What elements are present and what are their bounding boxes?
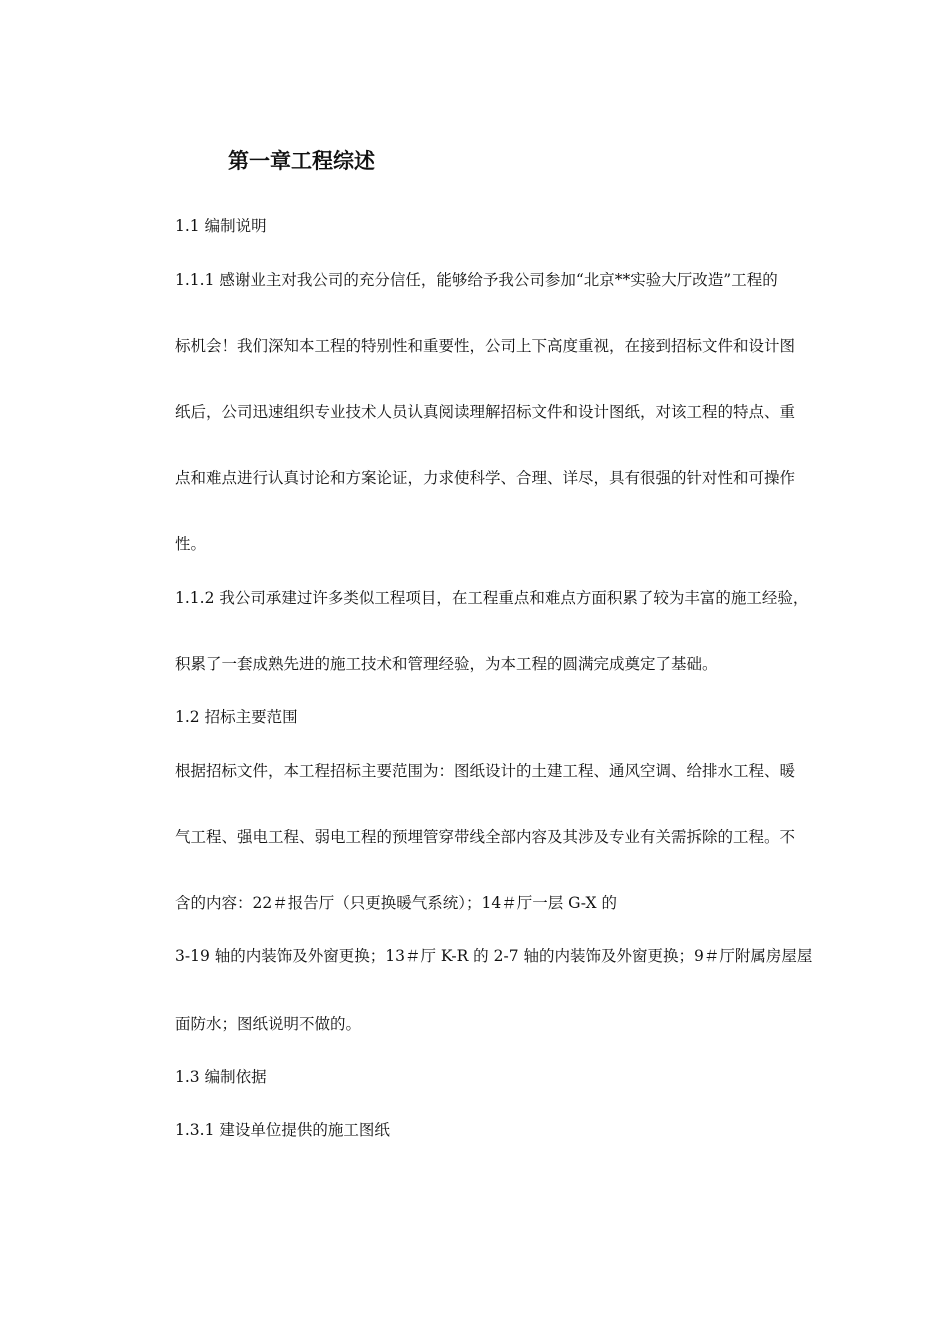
section-heading-1-2: 1.2 招标主要范围	[175, 708, 298, 726]
paragraph-line: 根据招标文件，本工程招标主要范围为：图纸设计的土建工程、通风空调、给排水工程、暖	[175, 762, 796, 780]
paragraph-line: 含的内容：22＃报告厅（只更换暖气系统）；14＃厅一层 G-X 的	[175, 894, 617, 912]
subsection-heading-1-3-1: 1.3.1 建设单位提供的施工图纸	[175, 1121, 390, 1139]
paragraph-line: 面防水；图纸说明不做的。	[175, 1015, 362, 1033]
section-heading-1-1: 1.1 编制说明	[175, 217, 267, 235]
paragraph-line: 1.1.2 我公司承建过许多类似工程项目，在工程重点和难点方面积累了较为丰富的施工经验，	[175, 589, 809, 607]
paragraph-line: 标机会！我们深知本工程的特别性和重要性，公司上下高度重视，在接到招标文件和设计图	[175, 337, 796, 355]
paragraph-line: 积累了一套成熟先进的施工技术和管理经验，为本工程的圆满完成奠定了基础。	[175, 655, 718, 673]
paragraph-line: 性。	[175, 535, 207, 553]
paragraph-line: 1.1.1 感谢业主对我公司的充分信任，能够给予我公司参加“北京**实验大厅改造”工程的	[175, 271, 778, 289]
paragraph-line: 纸后，公司迅速组织专业技术人员认真阅读理解招标文件和设计图纸，对该工程的特点、重	[175, 403, 796, 421]
chapter-title: 第一章工程综述	[228, 149, 375, 173]
paragraph-line: 气工程、强电工程、弱电工程的预埋管穿带线全部内容及其涉及专业有关需拆除的工程。不	[175, 828, 796, 846]
section-heading-1-3: 1.3 编制依据	[175, 1068, 267, 1086]
paragraph-line: 点和难点进行认真讨论和方案论证，力求使科学、合理、详尽，具有很强的针对性和可操作	[175, 469, 796, 487]
paragraph-line: 3-19 轴的内装饰及外窗更换；13＃厅 K-R 的 2-7 轴的内装饰及外窗更换；9＃厅附属房屋屋	[175, 947, 813, 965]
